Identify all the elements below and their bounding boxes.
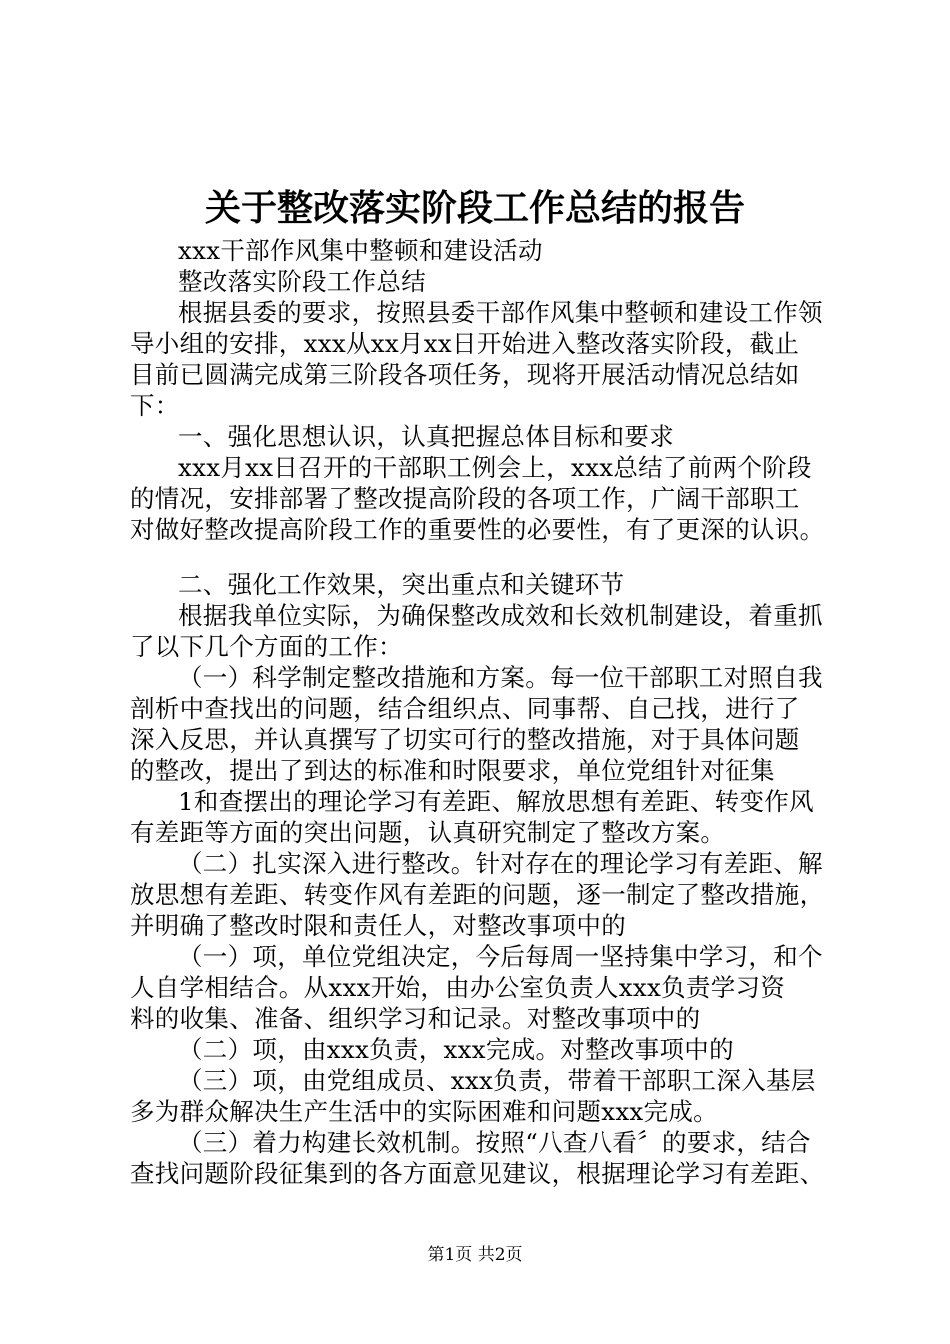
text-line: （二）扎实深入进行整改。针对存在的理论学习有差距、解 bbox=[178, 849, 823, 878]
text-line: 根据县委的要求，按照县委干部作风集中整顿和建设工作领 bbox=[178, 298, 823, 327]
text-line: 剖析中查找出的问题，结合组织点、同事帮、自己找，进行了 bbox=[130, 694, 800, 723]
text-line: 目前已圆满完成第三阶段各项任务，现将开展活动情况总结如 bbox=[130, 360, 800, 389]
text-line: 整改落实阶段工作总结 bbox=[178, 267, 426, 296]
text-line: （一）项，单位党组决定，今后每周一坚持集中学习，和个 bbox=[178, 942, 823, 971]
text-line: 的情况，安排部署了整改提高阶段的各项工作，广阔干部职工 bbox=[130, 484, 800, 513]
text-line: 多为群众解决生产生活中的实际困难和问题xxx完成。 bbox=[130, 1097, 718, 1126]
text-line: 二、强化工作效果，突出重点和关键环节 bbox=[178, 570, 625, 599]
text-line: 放思想有差距、转变作风有差距的问题，逐一制定了整改措施， bbox=[130, 880, 825, 909]
text-line: 下： bbox=[130, 391, 180, 420]
text-line: xxx月xx日召开的干部职工例会上，xxx总结了前两个阶段 bbox=[178, 453, 812, 482]
text-line: 一、强化思想认识，认真把握总体目标和要求 bbox=[178, 422, 674, 451]
text-line: 并明确了整改时限和责任人，对整改事项中的 bbox=[130, 911, 626, 940]
text-line: 根据我单位实际，为确保整改成效和长效机制建设，着重抓 bbox=[178, 601, 823, 630]
text-line: 深入反思，并认真撰写了切实可行的整改措施，对于具体问题 bbox=[130, 725, 800, 754]
text-line: 对做好整改提高阶段工作的重要性的必要性，有了更深的认识。 bbox=[130, 515, 825, 544]
page-number: 第1页 共2页 bbox=[427, 1245, 523, 1265]
text-line: 人自学相结合。从xxx开始，由办公室负责人xxx负责学习资 bbox=[130, 973, 786, 1002]
text-line: （一）科学制定整改措施和方案。每一位干部职工对照自我 bbox=[178, 663, 823, 692]
text-line: 有差距等方面的突出问题，认真研究制定了整改方案。 bbox=[130, 818, 726, 847]
text-line: （三）项，由党组成员、xxx负责，带着干部职工深入基层 bbox=[178, 1066, 816, 1095]
text-line: xxx干部作风集中整顿和建设活动 bbox=[178, 236, 543, 265]
text-line: 导小组的安排，xxx从xx月xx日开始进入整改落实阶段，截止 bbox=[130, 329, 800, 358]
text-line: （二）项，由xxx负责，xxx完成。对整改事项中的 bbox=[178, 1035, 734, 1064]
document-title: 关于整改落实阶段工作总结的报告 bbox=[204, 187, 745, 229]
text-line: 的整改，提出了到达的标准和时限要求，单位党组针对征集 bbox=[130, 756, 775, 785]
text-line: 查找问题阶段征集到的各方面意见建议，根据理论学习有差距、 bbox=[130, 1159, 825, 1188]
text-line: （三）着力构建长效机制。按照“八查八看〞的要求，结合 bbox=[178, 1128, 811, 1157]
text-line: 1和查摆出的理论学习有差距、解放思想有差距、转变作风 bbox=[178, 787, 814, 816]
text-line: 料的收集、准备、组织学习和记录。对整改事项中的 bbox=[130, 1004, 701, 1033]
text-line: 了以下几个方面的工作： bbox=[130, 632, 403, 661]
